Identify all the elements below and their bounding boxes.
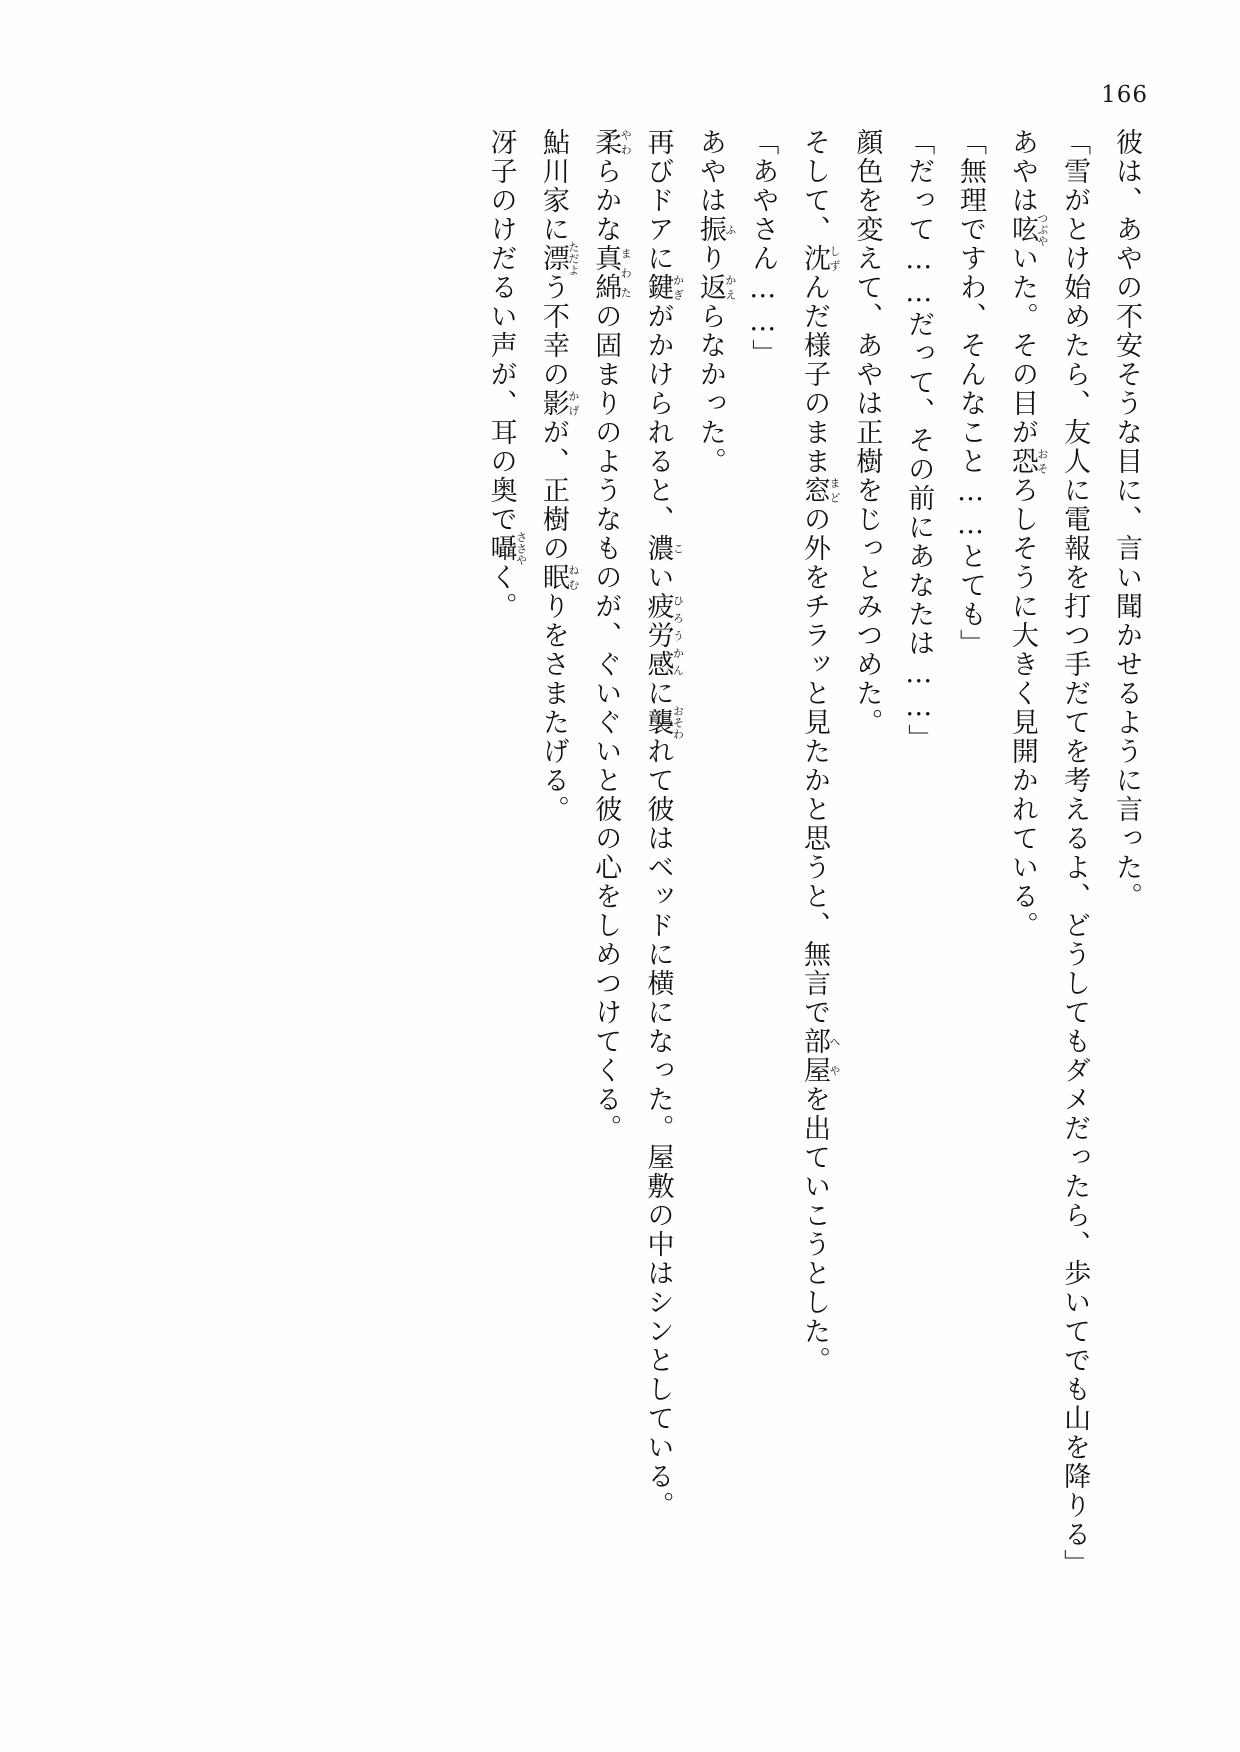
ruby-annotation: 漂ただよ — [537, 241, 580, 276]
paragraph-text: あやは振ふり返かえらなかった。 — [694, 128, 737, 476]
furigana: おそ — [1035, 447, 1049, 476]
paragraph — [1100, 128, 1152, 1632]
paragraph-text: 冴子のけだるい声が、耳の奥で囁ささやく。 — [485, 128, 528, 621]
ruby-annotation: 囁ささや — [485, 531, 528, 566]
paragraph — [892, 128, 944, 1632]
page-number: 166 — [1101, 82, 1148, 108]
furigana: かぎ — [671, 273, 685, 302]
ruby-annotation: 沈しず — [799, 244, 842, 273]
ruby-annotation: 部屋へや — [799, 1027, 842, 1085]
ruby-annotation: 呟つぶや — [1006, 212, 1049, 247]
paragraph — [684, 128, 736, 1632]
paragraph-text: 「無理ですわ、そんなこと……とても」 — [955, 128, 987, 658]
furigana: かえ — [723, 273, 737, 302]
ruby-annotation: 柔やわ — [590, 128, 633, 157]
paragraph-text: 彼は、あやの不安そうな目に、言い聞かせるように言った。 — [1111, 128, 1142, 911]
furigana: かげ — [566, 389, 580, 418]
paragraph — [996, 128, 1048, 1632]
ruby-annotation: 恐おそ — [1006, 447, 1049, 476]
ruby-annotation: 襲おそわ — [642, 705, 685, 740]
paragraph — [527, 128, 579, 1632]
furigana: ささや — [514, 531, 528, 566]
paragraph — [1048, 128, 1100, 1632]
paragraph — [579, 128, 631, 1632]
ruby-annotation: 眠ねむ — [537, 563, 580, 592]
paragraph — [736, 128, 788, 1632]
paragraph-text: 再びドアに鍵かぎがかけられると、濃こい疲労感ひろうかんに襲おそわれて彼はベッドに横になった。屋敷の中はシンとしている。 — [642, 128, 685, 1520]
ruby-annotation: 真綿まわた — [590, 244, 633, 302]
paragraph-text: 「雪がとけ始めたら、友人に電報を打つ手だてを考えるよ、どうしてもダメだったら、歩いてでも山を降りる」 — [1059, 128, 1091, 1578]
furigana: ふ — [723, 215, 737, 244]
furigana: ひろうかん — [671, 592, 685, 679]
furigana: へや — [828, 1027, 842, 1085]
ruby-annotation: 振ふ — [694, 215, 737, 244]
ruby-annotation: 濃こ — [642, 534, 685, 563]
furigana: つぶや — [1035, 212, 1049, 247]
paragraph-text: 柔やわらかな真綿まわたの固まりのようなものが、ぐいぐいと彼の心をしめつけてくる。 — [590, 128, 633, 1143]
furigana: おそわ — [671, 705, 685, 740]
furigana: やわ — [619, 128, 633, 157]
paragraph-text: 鮎川家に漂ただよう不幸の影かげが、正樹の眠ねむりをさまたげる。 — [537, 128, 580, 824]
ruby-annotation: 鍵かぎ — [642, 273, 685, 302]
paragraph — [944, 128, 996, 1632]
ruby-annotation: 影かげ — [537, 389, 580, 418]
furigana: ねむ — [566, 563, 580, 592]
paragraph-text: そして、沈しずんだ様子のまま窓まどの外をチラッと見たかと思うと、無言で部屋へやを出ていこうとした。 — [799, 128, 842, 1375]
furigana: まど — [828, 476, 842, 505]
ruby-annotation: 疲労感ひろうかん — [642, 592, 685, 679]
paragraph-text: 「あやさん……」 — [747, 128, 779, 368]
paragraph — [475, 128, 527, 1632]
paragraph — [632, 128, 684, 1632]
paragraph — [841, 128, 893, 1632]
ruby-annotation: 窓まど — [799, 476, 842, 505]
paragraph — [788, 128, 840, 1632]
paragraph-text: 顔色を変えて、あやは正樹をじっとみつめた。 — [851, 128, 883, 737]
body-text-vertical — [118, 128, 1152, 1632]
furigana: こ — [671, 534, 685, 563]
furigana: ただよ — [566, 241, 580, 276]
paragraph-text: あやは呟つぶやいた。その目が恐おそろしそうに大きく見開かれている。 — [1006, 128, 1049, 940]
furigana: まわた — [619, 244, 633, 302]
paragraph-text: 「だって……だって、その前にあなたは……」 — [903, 128, 935, 753]
furigana: しず — [828, 244, 842, 273]
ruby-annotation: 返かえ — [694, 273, 737, 302]
